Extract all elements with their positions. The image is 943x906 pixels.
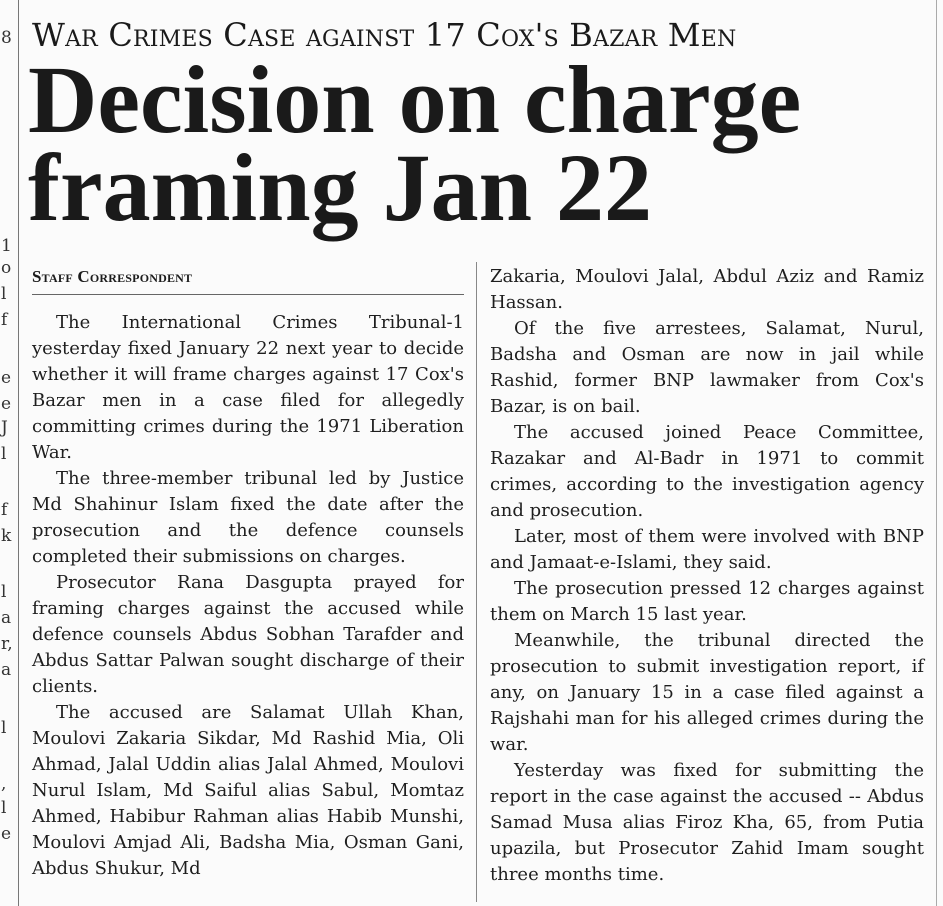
column-rule-middle	[476, 262, 477, 902]
gutter-glyph: k	[1, 526, 12, 546]
adjacent-column-fragment	[0, 0, 14, 906]
paragraph: The accused are Salamat Ullah Khan, Moulovi Zakaria Sikdar, Md Rashid Mia, Oli Ahmad, Jalal Uddin alias Jalal Ahmed, Moulovi Nurul Islam, Md Saiful alias Sabul, Momtaz Ahmed, Habibur Rahman alias Habib Munshi, Moulovi Amjad Ali, Badsha Mia, Osman Gani, Abdus Shukur, Md	[32, 702, 464, 879]
paragraph: Later, most of them were involved with BNP and Jamaat-e-Islami, they said.	[490, 526, 924, 573]
gutter-glyph: a	[1, 608, 12, 628]
gutter-glyph: l	[1, 718, 7, 738]
paragraph: Prosecutor Rana Dasgupta prayed for framing charges against the accused while defence counsels Abdus Sobhan Tarafder and Abdus Sattar Palwan sought discharge of their clients.	[32, 572, 464, 697]
main-headline	[28, 46, 933, 241]
gutter-glyph: l	[1, 798, 7, 818]
gutter-glyph: 8	[1, 28, 12, 48]
gutter-glyph: l	[1, 444, 7, 464]
gutter-glyph: J	[1, 418, 8, 438]
paragraph-continuation: Zakaria, Moulovi Jalal, Abdul Aziz and Ramiz Hassan.	[490, 266, 924, 313]
gutter-glyph: l	[1, 582, 7, 602]
byline: Staff Correspondent	[32, 266, 464, 295]
paragraph: The accused joined Peace Committee, Razakar and Al-Badr in 1971 to commit crimes, according to the investigation agency and prosecution.	[490, 422, 924, 521]
gutter-glyph: f	[1, 500, 8, 520]
headline-line-2: framing Jan 22	[28, 134, 652, 241]
paragraph: The International Crimes Tribunal-1 yesterday fixed January 22 next year to decide whether it will frame charges against 17 Cox's Bazar men in a case filed for allegedly committing crimes during the 1971 Liberation War.	[32, 312, 464, 463]
gutter-glyph: 1	[1, 236, 12, 256]
gutter-glyph: e	[1, 824, 12, 844]
article-column-right	[490, 264, 924, 888]
gutter-glyph: e	[1, 368, 12, 388]
gutter-glyph: l	[1, 284, 7, 304]
paragraph: Meanwhile, the tribunal directed the prosecution to submit investigation report, if any, on January 15 in a case filed against a Rajshahi man for his alleged crimes during the war.	[490, 630, 924, 755]
gutter-glyph: r,	[1, 634, 13, 654]
gutter-glyph: e	[1, 394, 12, 414]
paragraph: Yesterday was fixed for submitting the report in the case against the accused -- Abdus Samad Musa alias Firoz Kha, 65, from Putia upazila, but Prosecutor Zahid Imam sought three months time.	[490, 760, 924, 885]
gutter-glyph: o	[1, 258, 12, 278]
gutter-glyph: ,	[1, 774, 7, 794]
gutter-glyph: f	[1, 310, 8, 330]
article-column-left	[32, 310, 464, 882]
gutter-glyph: a	[1, 660, 12, 680]
column-rule-left	[18, 0, 19, 906]
page-edge-rule	[936, 0, 937, 906]
headline-line-1: Decision on charge	[28, 46, 802, 153]
paragraph: The three-member tribunal led by Justice Md Shahinur Islam fixed the date after the prosecution and the defence counsels completed their submissions on charges.	[32, 468, 464, 567]
kicker-headline: War Crimes Case against 17 Cox's Bazar Men	[32, 16, 737, 54]
paragraph: The prosecution pressed 12 charges against them on March 15 last year.	[490, 578, 924, 625]
paragraph: Of the five arrestees, Salamat, Nurul, Badsha and Osman are now in jail while Rashid, former BNP lawmaker from Cox's Bazar, is on bail.	[490, 318, 924, 417]
